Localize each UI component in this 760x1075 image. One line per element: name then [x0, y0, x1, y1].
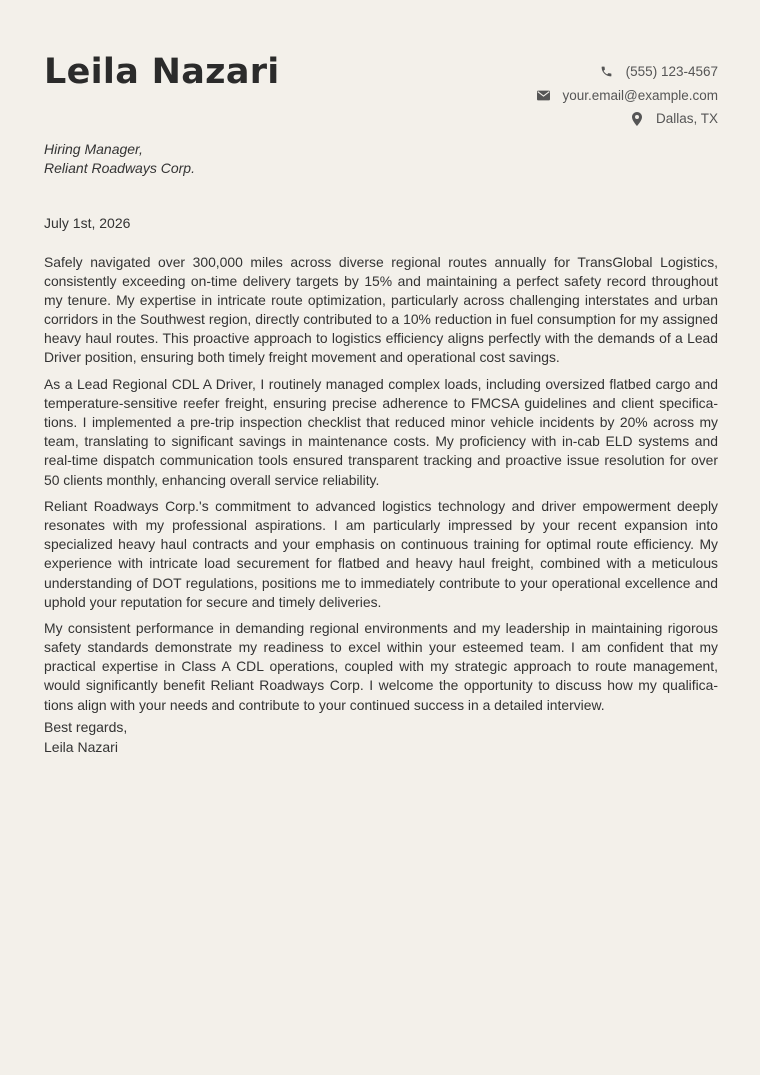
letter-header — [44, 0, 718, 135]
letter-body — [44, 253, 718, 722]
letter-date: July 1st, 2026 — [44, 215, 131, 231]
email-text: your.email@example.com — [562, 87, 718, 103]
recipient-company: Reliant Roadways Corp. — [44, 160, 195, 176]
closing-block — [44, 718, 127, 757]
contact-phone — [536, 60, 718, 84]
body-paragraph: Reliant Roadways Corp.'s commitment to advanced logistics technology and driver empowerment deeply resonates with my professional aspirations. I am particularly impressed by your recent expansion into specialized heavy haul contracts and your emphasis on continuous training for optimal route efficiency. My experience with intricate load securement for flatbed and heavy haul freight, combined with a meticulous understanding of DOT regulations, positions me to immediately contribute to your operational excellence and uphold your reputation for secure and timely deliveries. — [44, 498, 718, 610]
phone-icon — [600, 65, 614, 79]
body-paragraph: Safely navigated over 300,000 miles across diverse regional routes annually for TransGlobal Logistics, consistently exceeding on-time delivery targets by 15% and maintaining a perfect safety record throughout my tenure. My expertise in intricate route optimization, particularly across challenging interstates and urban corridors in the Southwest region, directly contributed to a 10% reduction in fuel consumption for my assigned heavy haul routes. This proactive approach to logistics efficiency aligns perfectly with the demands of a Lead Driver position, ensuring both timely freight movement and operational cost savings. — [44, 254, 718, 366]
envelope-icon — [536, 88, 550, 102]
phone-text: (555) 123-4567 — [625, 64, 718, 79]
closing-salutation: Best regards, — [44, 719, 128, 735]
map-pin-icon — [630, 112, 644, 126]
contact-email — [536, 84, 718, 108]
applicant-name: Leila Nazari — [44, 52, 280, 92]
body-paragraph: My consistent performance in demanding regional environments and my leadership in maintaining rigorous safety standards demonstrate my readiness to excel within your esteemed team. I am confident that my practical expertise in Class A CDL operations, coupled with my strategic approach to route management, would significantly benefit Reliant Roadways Corp. I welcome the opportunity to discuss how my qualifications align with your needs and contribute to your continued success in a detailed interview. — [44, 620, 718, 713]
recipient-title: Hiring Manager, — [44, 141, 143, 157]
contact-location — [536, 107, 718, 131]
closing-signature: Leila Nazari — [44, 738, 118, 755]
contact-block — [536, 60, 718, 131]
body-paragraph: As a Lead Regional CDL A Driver, I routinely managed complex loads, including oversized flatbed cargo and temperature-sensitive reefer freight, ensuring precise adherence to FMCSA guidelines and client specifications. I implemented a pre-trip inspection checklist that reduced minor vehicle incidents by 20% across my team, translating to significant savings in maintenance costs. My proficiency with in-cab ELD systems and real-time dispatch communication tools ensured transparent tracking and proactive issue resolution for over 50 clients monthly, enhancing overall service reliability. — [44, 376, 718, 488]
cover-letter-page — [44, 0, 718, 1075]
location-text: Dallas, TX — [655, 111, 718, 126]
recipient-block — [44, 140, 195, 178]
